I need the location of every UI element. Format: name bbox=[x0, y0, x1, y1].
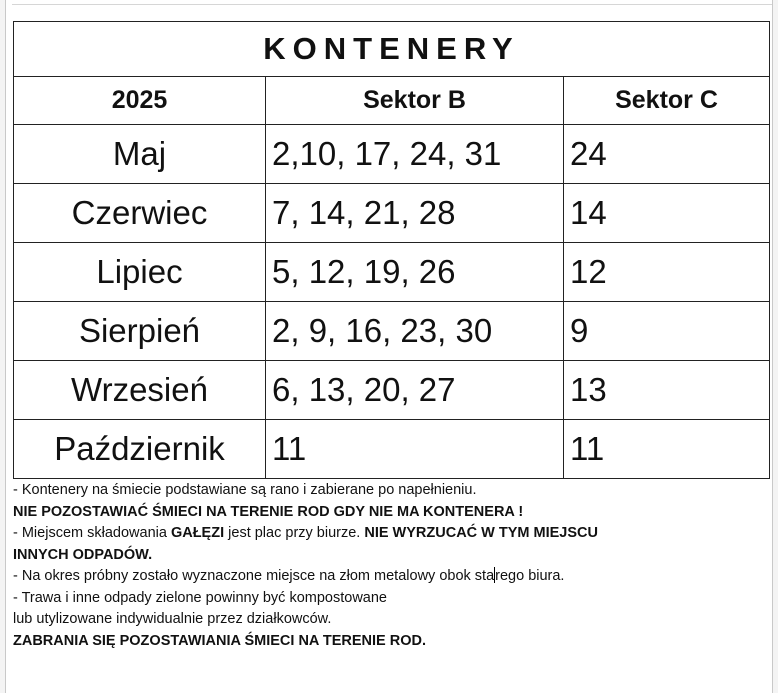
table-row bbox=[14, 184, 770, 243]
container-schedule-table bbox=[13, 21, 770, 479]
note-text: - Trawa i inne odpady zielone powinny być kompostowane bbox=[13, 589, 387, 606]
note-text[interactable]: - Na okres próbny zostało wyznaczone miejsce na złom metalowy obok sta bbox=[13, 568, 495, 584]
header-sector-b: Sektor B bbox=[266, 77, 564, 125]
note-line bbox=[13, 631, 769, 653]
table-row bbox=[14, 302, 770, 361]
note-text: lub utylizowane indywidualnie przez działkowców. bbox=[13, 611, 332, 627]
page-edge-right bbox=[772, 0, 778, 693]
note-line bbox=[13, 480, 769, 502]
month-cell: Wrzesień bbox=[14, 361, 266, 420]
header-year: 2025 bbox=[14, 77, 266, 125]
sector-c-dates: 24 bbox=[564, 125, 770, 184]
sector-c-dates: 11 bbox=[564, 420, 770, 479]
sector-b-dates: 2, 9, 16, 23, 30 bbox=[266, 302, 564, 361]
month-cell: Sierpień bbox=[14, 302, 266, 361]
note-text: - Kontenery na śmiecie podstawiane są rano i zabierane po napełnieniu. bbox=[13, 482, 477, 498]
sector-b-dates: 7, 14, 21, 28 bbox=[266, 184, 564, 243]
header-sector-c: Sektor C bbox=[564, 77, 770, 125]
sector-c-dates: 12 bbox=[564, 243, 770, 302]
warning-text: NIE WYRZUCAĆ W TYM MIEJSCU bbox=[364, 525, 598, 541]
note-text[interactable]: rego biura. bbox=[495, 568, 565, 584]
table-row bbox=[14, 125, 770, 184]
month-cell: Lipiec bbox=[14, 243, 266, 302]
sector-b-dates: 11 bbox=[266, 420, 564, 479]
note-line bbox=[13, 523, 769, 545]
note-text: - Miejscem składowania bbox=[13, 525, 171, 541]
page-edge-left bbox=[0, 0, 6, 693]
sector-b-dates: 5, 12, 19, 26 bbox=[266, 243, 564, 302]
sector-c-dates: 14 bbox=[564, 184, 770, 243]
month-cell: Październik bbox=[14, 420, 266, 479]
table-title: KONTENERY bbox=[14, 22, 770, 77]
sector-b-dates: 6, 13, 20, 27 bbox=[266, 361, 564, 420]
table-row bbox=[14, 420, 770, 479]
month-cell: Czerwiec bbox=[14, 184, 266, 243]
header-row bbox=[14, 77, 770, 125]
table-row bbox=[14, 243, 770, 302]
page-top-edge bbox=[12, 0, 772, 5]
notes-section bbox=[13, 480, 769, 652]
month-cell: Maj bbox=[14, 125, 266, 184]
sector-b-dates: 2,10, 17, 24, 31 bbox=[266, 125, 564, 184]
note-text: jest plac przy biurze. bbox=[224, 525, 365, 541]
note-bold-text: GAŁĘZI bbox=[170, 525, 225, 541]
note-line[interactable] bbox=[13, 566, 769, 588]
note-line bbox=[13, 588, 769, 610]
note-line bbox=[13, 502, 769, 524]
warning-text: ZABRANIA SIĘ POZOSTAWIANIA ŚMIECI NA TERENIE ROD. bbox=[13, 632, 426, 649]
warning-text: INNYCH ODPADÓW. bbox=[13, 546, 153, 563]
sector-c-dates: 13 bbox=[564, 361, 770, 420]
note-line bbox=[13, 609, 769, 631]
note-line bbox=[13, 545, 769, 567]
table-row bbox=[14, 361, 770, 420]
title-row bbox=[14, 22, 770, 77]
sector-c-dates: 9 bbox=[564, 302, 770, 361]
warning-text: NIE POZOSTAWIAĆ ŚMIECI NA TERENIE ROD GDY NIE MA KONTENERA ! bbox=[13, 503, 524, 520]
